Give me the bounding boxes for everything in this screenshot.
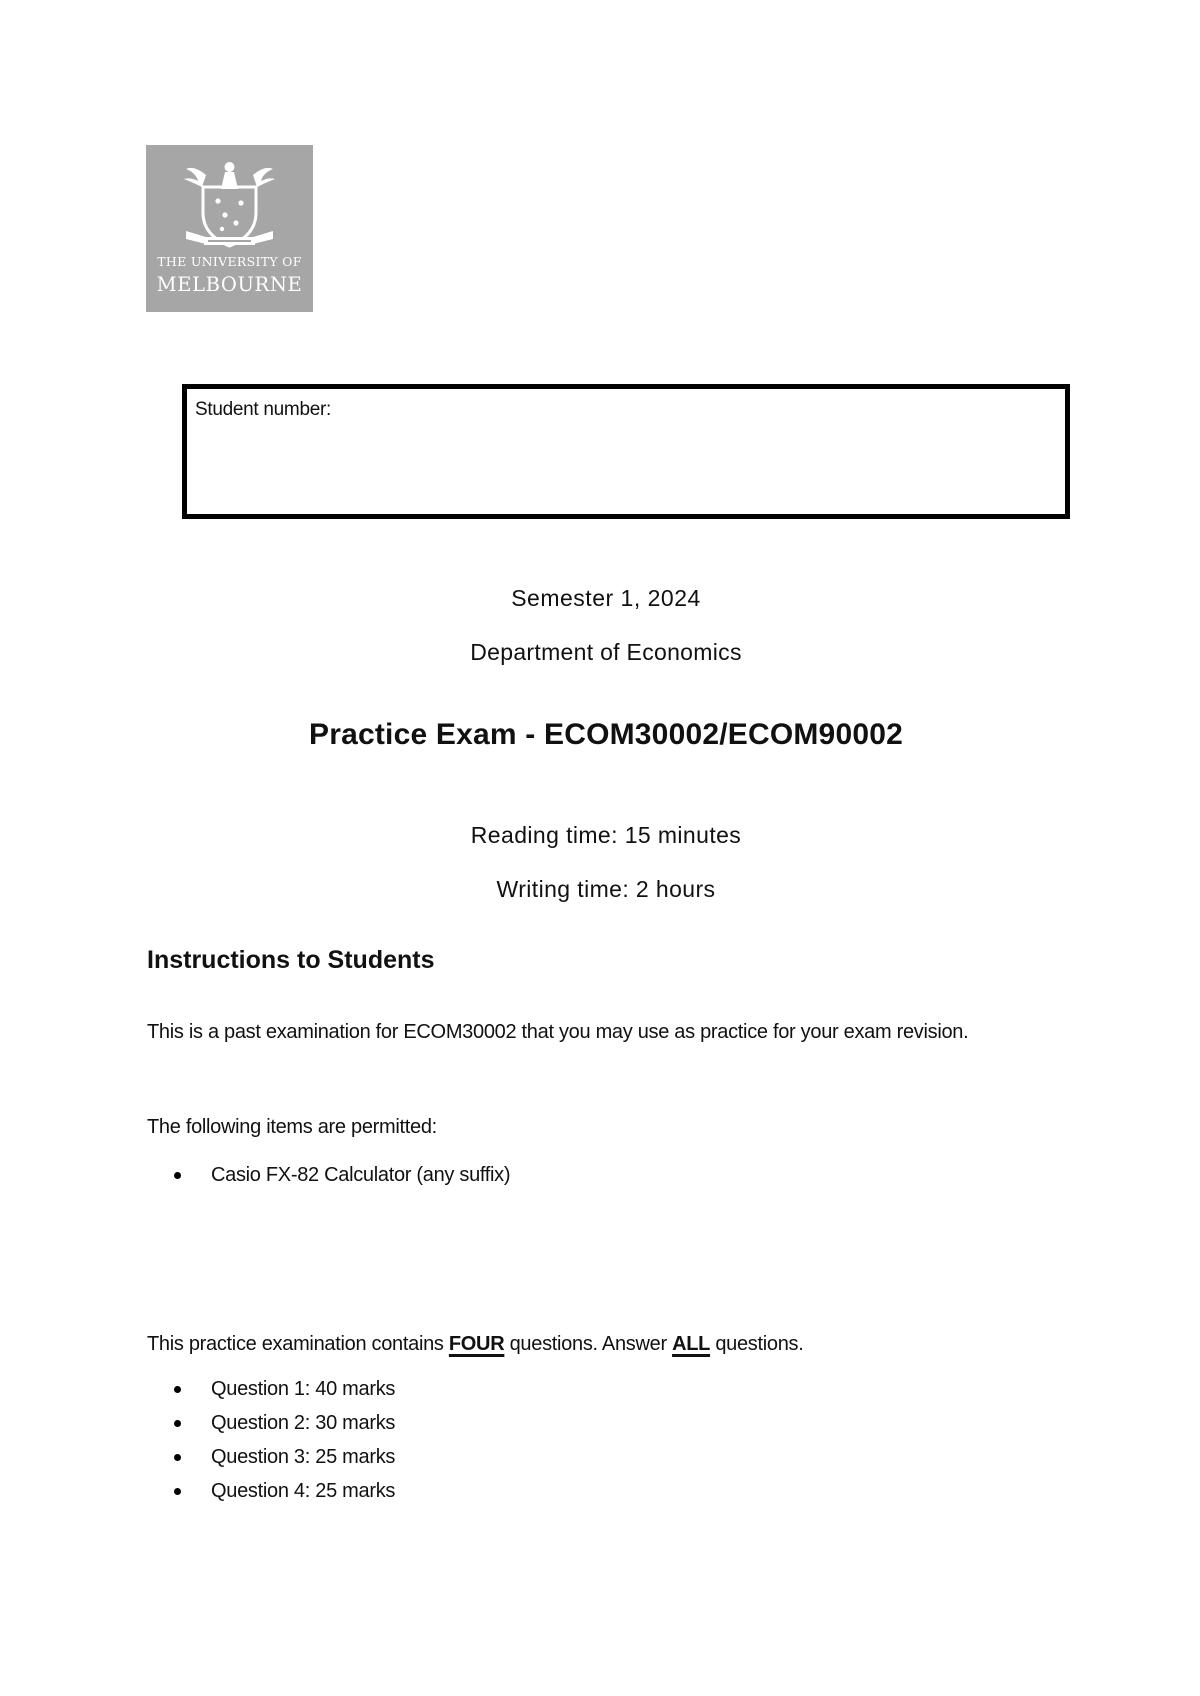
bullet-icon <box>174 1172 181 1179</box>
permitted-items-label: The following items are permitted: <box>147 1116 437 1138</box>
student-number-box[interactable] <box>182 384 1070 519</box>
question-marks-text: Question 3: 25 marks <box>211 1446 396 1468</box>
list-item <box>0 1474 395 1508</box>
semester-line: Semester 1, 2024 <box>511 585 701 611</box>
questions-summary-suffix: questions. <box>710 1333 804 1355</box>
questions-summary-middle: questions. Answer <box>504 1333 673 1355</box>
logo-line-1: THE UNIVERSITY OF <box>157 254 302 269</box>
question-count-word: FOUR <box>448 1333 505 1355</box>
permitted-items-list <box>0 1158 510 1192</box>
writing-time: Writing time: 2 hours <box>496 876 716 902</box>
instructions-heading: Instructions to Students <box>147 946 435 974</box>
exam-title: Practice Exam - ECOM30002/ECOM90002 <box>309 718 903 751</box>
list-item <box>0 1440 395 1474</box>
logo-line-2: MELBOURNE <box>156 273 303 296</box>
question-marks-text: Question 4: 25 marks <box>211 1480 396 1502</box>
questions-summary <box>147 1333 804 1356</box>
list-item <box>0 1158 510 1192</box>
bullet-icon <box>174 1488 181 1495</box>
department-line: Department of Economics <box>470 639 742 665</box>
bullet-icon <box>174 1454 181 1461</box>
answer-scope-word: ALL <box>672 1333 711 1355</box>
university-crest-icon <box>146 145 313 257</box>
reading-time: Reading time: 15 minutes <box>470 822 742 848</box>
bullet-icon <box>174 1386 181 1393</box>
questions-summary-prefix: This practice examination contains <box>147 1333 449 1355</box>
student-number-label: Student number: <box>195 399 331 420</box>
list-item <box>0 1372 395 1406</box>
bullet-icon <box>174 1420 181 1427</box>
university-logo <box>146 145 313 312</box>
questions-list <box>0 1372 395 1508</box>
instructions-intro: This is a past examination for ECOM30002 that you may use as practice for your exam revision. <box>147 1021 969 1043</box>
list-item <box>0 1406 395 1440</box>
question-marks-text: Question 1: 40 marks <box>211 1378 396 1400</box>
permitted-item-text: Casio FX-82 Calculator (any suffix) <box>211 1164 511 1186</box>
question-marks-text: Question 2: 30 marks <box>211 1412 396 1434</box>
